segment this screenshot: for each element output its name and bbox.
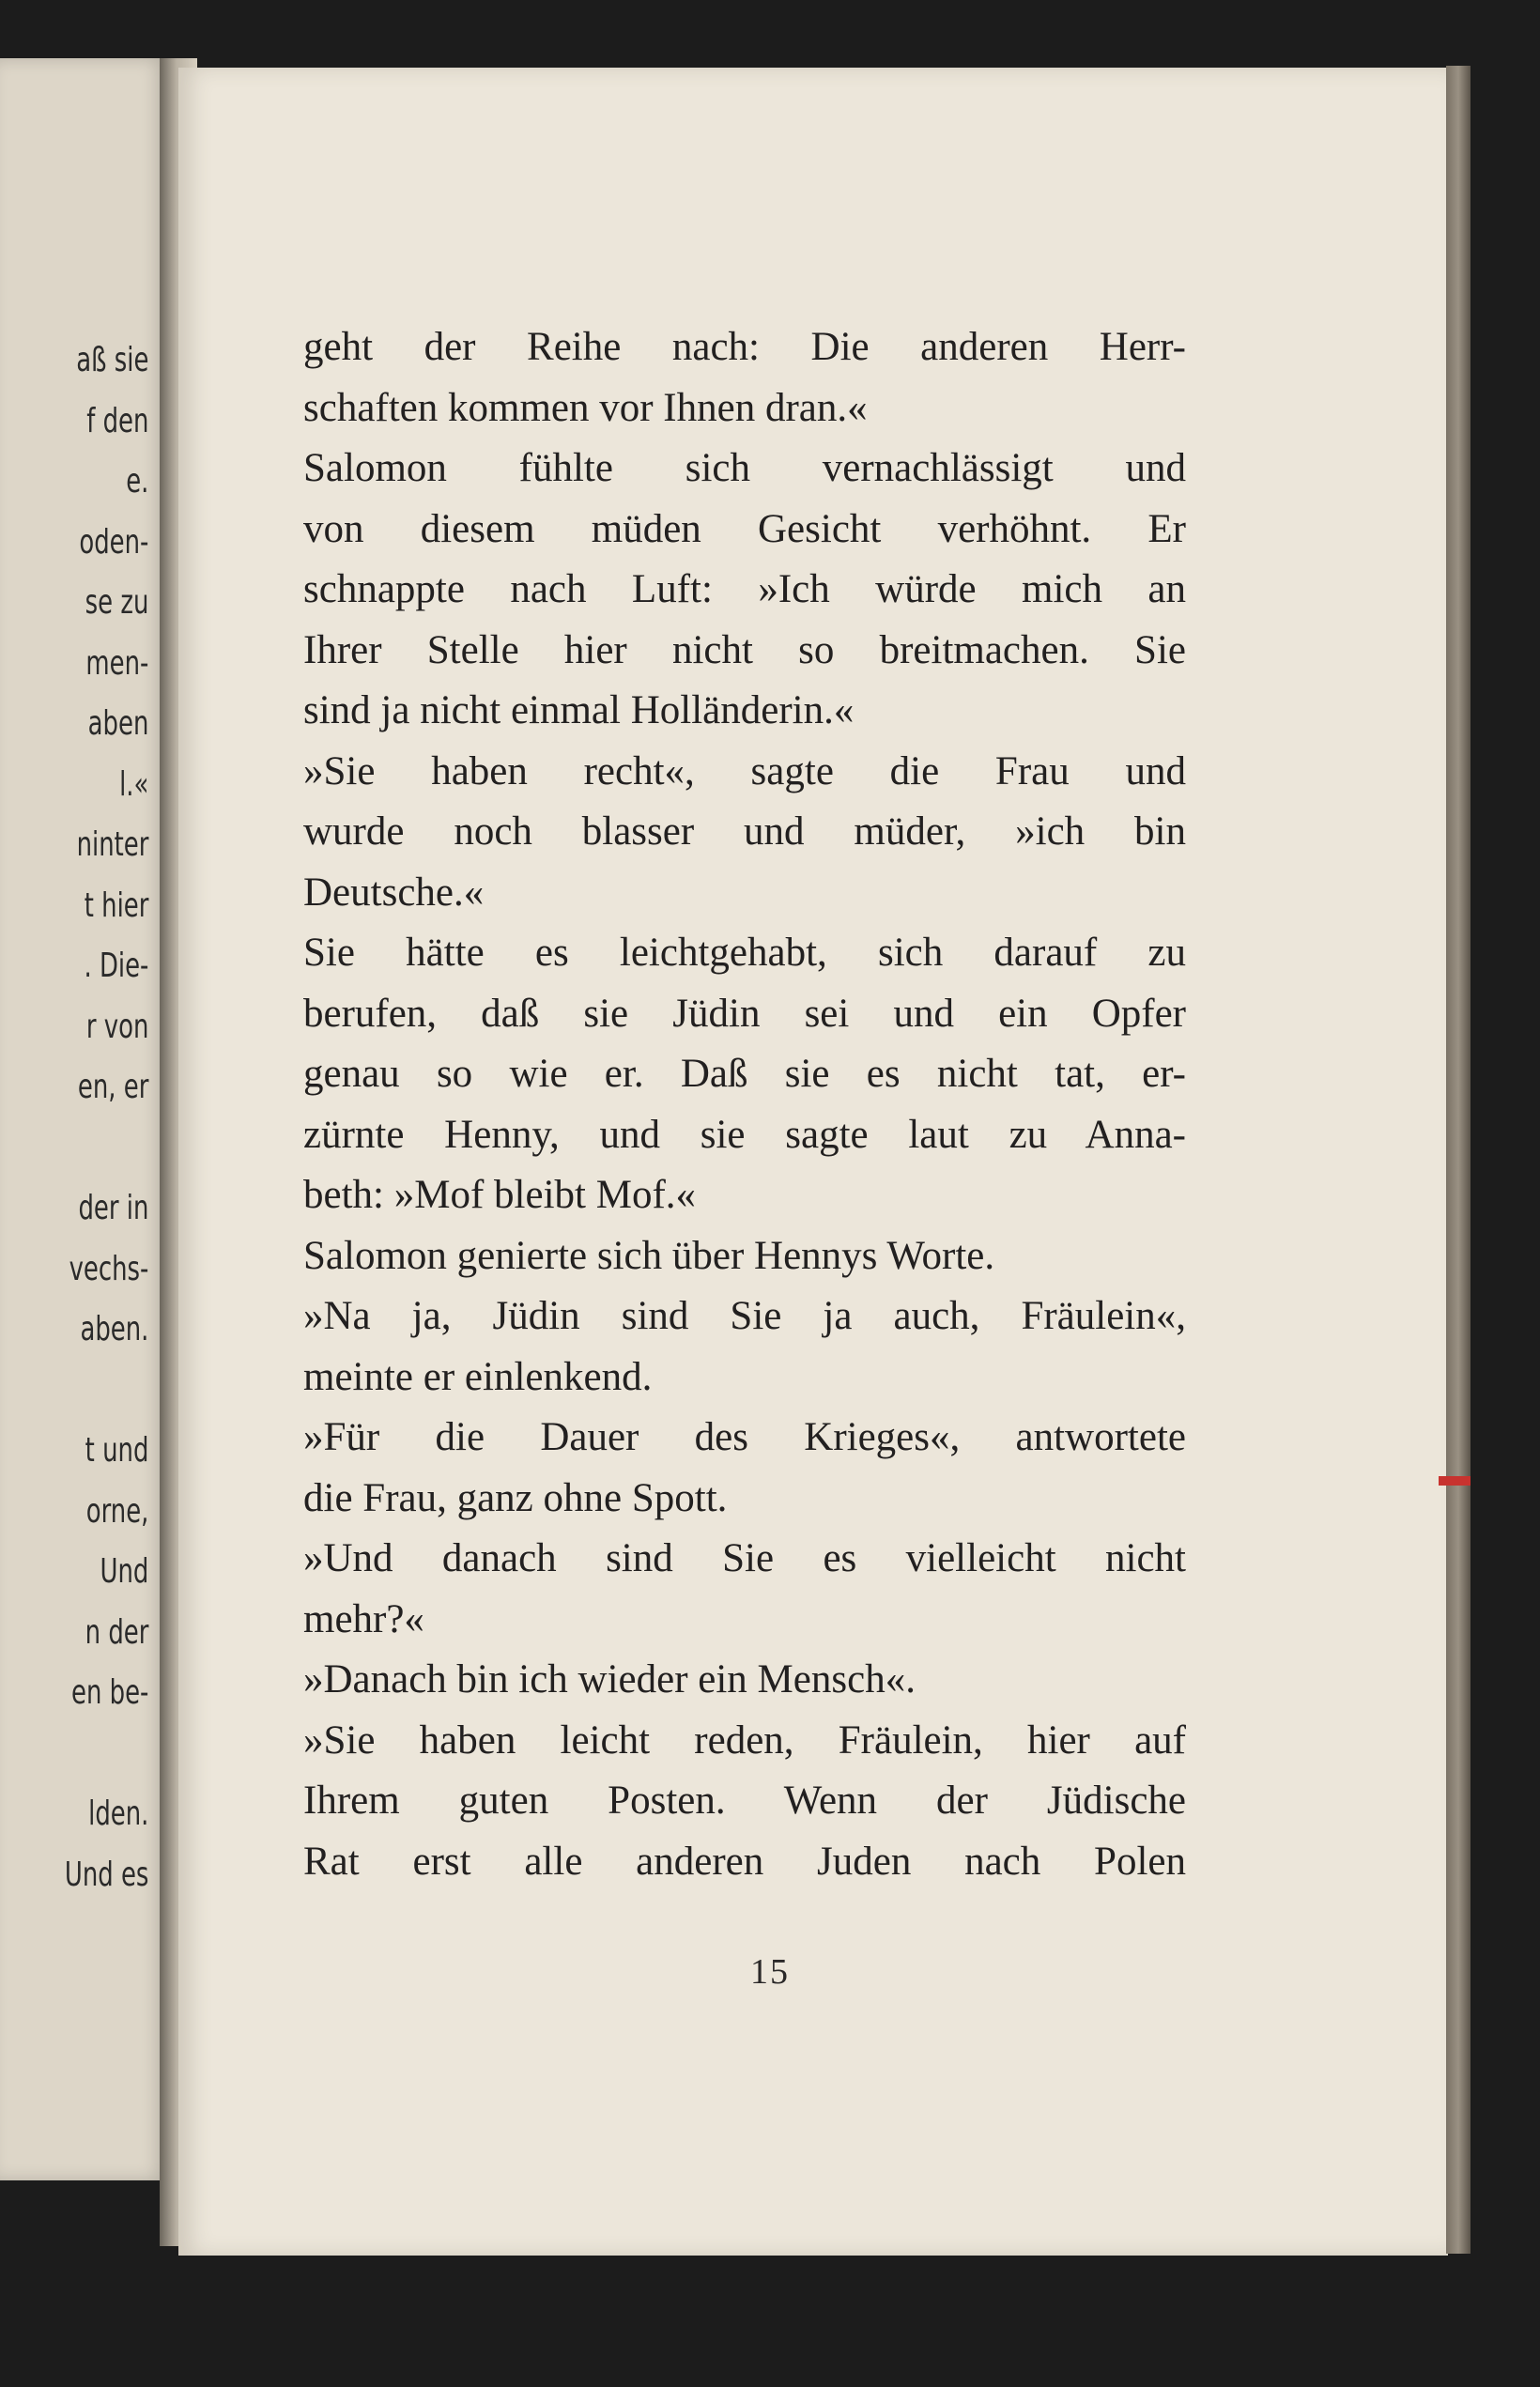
facing-page-fragment: ninter — [76, 825, 149, 864]
body-text — [303, 317, 1186, 1892]
text-line: von diesem müden Gesicht verhöhnt. Er — [303, 506, 1186, 551]
facing-page-fragment: en, er — [77, 1068, 149, 1106]
facing-page-fragment: aß sie — [76, 341, 149, 379]
text-line: schaften kommen vor Ihnen dran.« — [303, 385, 868, 430]
text-line: »Sie haben leicht reden, Fräulein, hier auf — [303, 1717, 1186, 1763]
facing-page-fragment: r von — [85, 1007, 149, 1046]
text-line: »Für die Dauer des Krieges«, antwortete — [303, 1415, 1186, 1459]
facing-page-left — [0, 58, 167, 2180]
facing-page-fragment: t und — [85, 1431, 149, 1470]
book-cover-edge — [1446, 66, 1471, 2254]
facing-page-fragment: aben — [87, 704, 149, 743]
facing-page-fragment: men- — [85, 643, 149, 683]
bookmark-ribbon — [1439, 1476, 1471, 1486]
facing-page-fragment: lden. — [88, 1794, 149, 1833]
facing-page-fragment: Und es — [64, 1855, 149, 1894]
facing-page-fragment: en be- — [71, 1673, 149, 1712]
facing-page-fragment: f den — [86, 401, 149, 440]
text-line: sind ja nicht einmal Holländerin.« — [303, 688, 855, 732]
facing-page-fragment: aben. — [80, 1310, 149, 1348]
facing-page-fragment: n der — [85, 1612, 149, 1652]
text-line: »Und danach sind Sie es vielleicht nicht — [303, 1536, 1186, 1580]
facing-page-fragment: se zu — [85, 583, 149, 622]
facing-page-fragment: Und — [100, 1552, 149, 1591]
facing-page-text — [0, 331, 148, 1905]
facing-page-fragment — [0, 1118, 148, 1179]
facing-page-fragment: oden- — [79, 522, 149, 562]
page-number: 15 — [750, 1952, 790, 1992]
text-line: berufen, daß sie Jüdin sei und ein Opfer — [303, 991, 1186, 1036]
facing-page-fragment: orne, — [85, 1491, 149, 1531]
text-line: »Na ja, Jüdin sind Sie ja auch, Fräulein«, — [303, 1294, 1186, 1338]
text-line: »Sie haben recht«, sagte die Frau und — [303, 748, 1186, 793]
facing-page-fragment: der in — [78, 1189, 149, 1227]
text-line: Salomon genierte sich über Hennys Worte. — [303, 1233, 995, 1278]
text-line: genau so wie er. Daß sie es nicht tat, er- — [303, 1052, 1186, 1096]
facing-page-fragment: t hier — [84, 886, 149, 925]
text-line: schnappte nach Luft: »Ich würde mich an — [303, 567, 1186, 611]
text-line: wurde noch blasser und müder, »ich bin — [303, 809, 1186, 854]
text-line: meinte er einlenkend. — [303, 1354, 653, 1399]
text-line: Sie hätte es leichtgehabt, sich darauf zu — [303, 931, 1186, 975]
text-line: zürnte Henny, und sie sagte laut zu Anna- — [303, 1112, 1186, 1157]
facing-page-fragment: . Die- — [84, 947, 149, 985]
text-line: die Frau, ganz ohne Spott. — [303, 1475, 728, 1520]
text-line: »Danach bin ich wieder ein Mensch«. — [303, 1657, 916, 1702]
facing-page-fragment: vechs- — [69, 1249, 149, 1288]
text-line: beth: »Mof bleibt Mof.« — [303, 1173, 697, 1217]
text-line: Salomon fühlte sich vernachlässigt und — [303, 446, 1186, 490]
text-line: Deutsche.« — [303, 870, 485, 915]
text-line: Rat erst alle anderen Juden nach Polen — [303, 1839, 1186, 1884]
facing-page-fragment: l.« — [119, 764, 149, 804]
facing-page-fragment — [0, 1724, 148, 1785]
text-line: mehr?« — [303, 1596, 424, 1641]
text-line: Ihrer Stelle hier nicht so breitmachen. Sie — [303, 627, 1186, 672]
facing-page-fragment — [0, 1361, 148, 1422]
text-line: Ihrem guten Posten. Wenn der Jüdische — [303, 1779, 1186, 1823]
text-line: geht der Reihe nach: Die anderen Herr- — [303, 325, 1186, 369]
facing-page-fragment: e. — [126, 462, 149, 500]
